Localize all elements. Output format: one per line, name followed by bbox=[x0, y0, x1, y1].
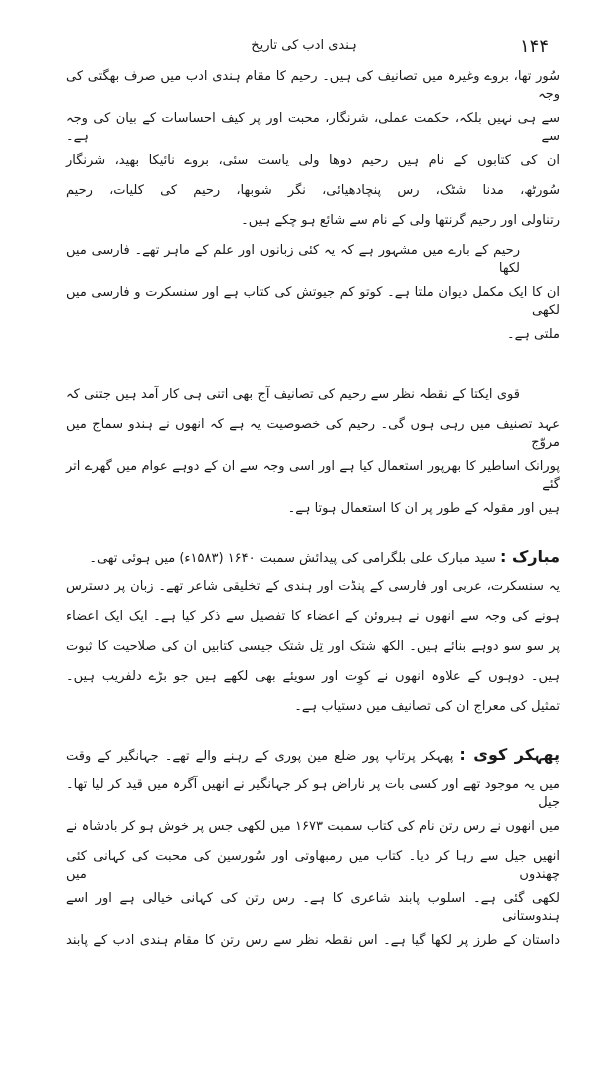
text-line: میں یہ موجود تھے اور کسی بات پر ناراض ہو کر جہانگیر نے انھیں آگرہ میں قید کر لیا تھا۔ جیل bbox=[66, 777, 560, 810]
text-line: تمثیل کی معراج ان کی تصانیف میں دستیاب ہے۔ bbox=[294, 699, 560, 714]
text-line: ہونے کی وجہ سے انھوں نے ہیروئن کے اعضاء کا تفصیل سے ذکر کیا ہے۔ ایک ایک اعضاء bbox=[66, 609, 560, 624]
text-line: عہد تصنیف میں رہی ہوں گی۔ رحیم کی خصوصیت یہ ہے کہ انھوں نے ہندو سماج میں مروّج bbox=[66, 417, 560, 450]
text-line: یہ سنسکرت، عربی اور فارسی کے پنڈت اور ہندی کے تخلیقی شاعر تھے۔ زبان پر دسترس bbox=[66, 579, 560, 594]
section-line bbox=[66, 740, 560, 770]
text-line: رحیم کے بارے میں مشہور ہے کہ یہ کئی زبانوں اور علم کے ماہر تھے۔ فارسی میں لکھا bbox=[66, 243, 520, 276]
text-line: انھیں جیل سے رہا کر دیا۔ کتاب میں رمبھاوتی اور سُورسین کی محبت کی کہانی کئی چھندوں میں bbox=[66, 849, 560, 882]
text-line: ان کا ایک مکمل دیوان ملتا ہے۔ کوتو کم جیوتش کی کتاب ہے اور سنسکرت و فارسی میں لکھی bbox=[66, 285, 560, 318]
text-line: سے ہی نہیں بلکہ، حکمت عملی، شرنگار، محبت اور پر کیف احساسات کے بیان کی وجہ سے ہے۔ bbox=[66, 111, 560, 144]
text-line: سید مبارک علی بلگرامی کی پیدائش سمبت ۱۶۴۰ (۱۵۸۳ء) میں ہوئی تھی۔ bbox=[89, 551, 496, 566]
text-line: قوی ایکتا کے نقطہ نظر سے رحیم کی تصانیف آج بھی اتنی ہی کار آمد ہیں جتنی کہ bbox=[66, 387, 520, 402]
paragraph-gap bbox=[66, 722, 560, 740]
section-line bbox=[66, 542, 560, 572]
page-number: ۱۴۴ bbox=[520, 36, 550, 57]
text-line: ان کی کتابوں کے نام ہیں رحیم دوھا ولی یاست سئی، بروے نائیکا بھید، شرنگار bbox=[66, 153, 560, 168]
text-line: داستان کے طرز پر لکھا گیا ہے۔ اس نقطہ نظر سے رس رتن کا مقام ہندی ادب کے پابند bbox=[66, 933, 560, 948]
text-line: پورانک اساطیر کا بھرپور استعمال کیا ہے اور اسی وجہ سے ان کے دوہے عوام میں گھرے اتر گئے bbox=[66, 459, 560, 492]
text-line: میں انھوں نے رس رتن نام کی کتاب سمبت ۱۶۷۳ میں لکھی جس پر خوش ہو کر بادشاہ نے bbox=[66, 819, 560, 834]
text-line: پر سو سو دوہے بنائے ہیں۔ الکھ شتک اور تِل شتک جیسی کتابیں ان کی صلاحیت کا ثبوت bbox=[66, 639, 560, 654]
section-heading-phehkar: پھہکر کوی : bbox=[459, 745, 560, 764]
paragraph-gap bbox=[66, 524, 560, 542]
text-line: لکھی گئی ہے۔ اسلوب پابند شاعری کا ہے۔ رس رتن کی کہانی خیالی ہے اور اسے ہندوستانی bbox=[66, 891, 560, 924]
page-header bbox=[0, 0, 608, 62]
text-column bbox=[66, 62, 560, 956]
paragraph-gap bbox=[66, 350, 560, 380]
text-line: سُورٹھ، مدنا شٹک، رس پنچادھیائی، نگر شوبھا، رحیم کی کلیات، رحیم bbox=[66, 183, 560, 198]
text-line: ملتی ہے۔ bbox=[506, 327, 560, 342]
text-line: پھہکر پرتاپ پور ضلع مین پوری کے رہنے والے تھے۔ جہانگیر کے وقت bbox=[66, 749, 454, 764]
text-line: سُور تھا، بروے وغیرہ میں تصانیف کی ہیں۔ رحیم کا مقام ہندی ادب میں صرف بھگتی کی وجہ bbox=[66, 69, 560, 102]
running-head: ہندی ادب کی تاریخ bbox=[251, 38, 357, 53]
text-line: رتناولی اور رحیم گرنتھا ولی کے نام سے شائع ہو چکے ہیں۔ bbox=[241, 213, 560, 228]
text-line: ہیں اور مقولہ کے طور پر ان کا استعمال ہوتا ہے۔ bbox=[287, 501, 560, 516]
text-line: ہیں۔ دوہوں کے علاوہ انھوں نے کوِت اور سویئے بھی لکھے ہیں جو بڑے دلفریب ہیں۔ bbox=[66, 669, 560, 684]
section-heading-mubarak: مبارک : bbox=[499, 547, 560, 566]
